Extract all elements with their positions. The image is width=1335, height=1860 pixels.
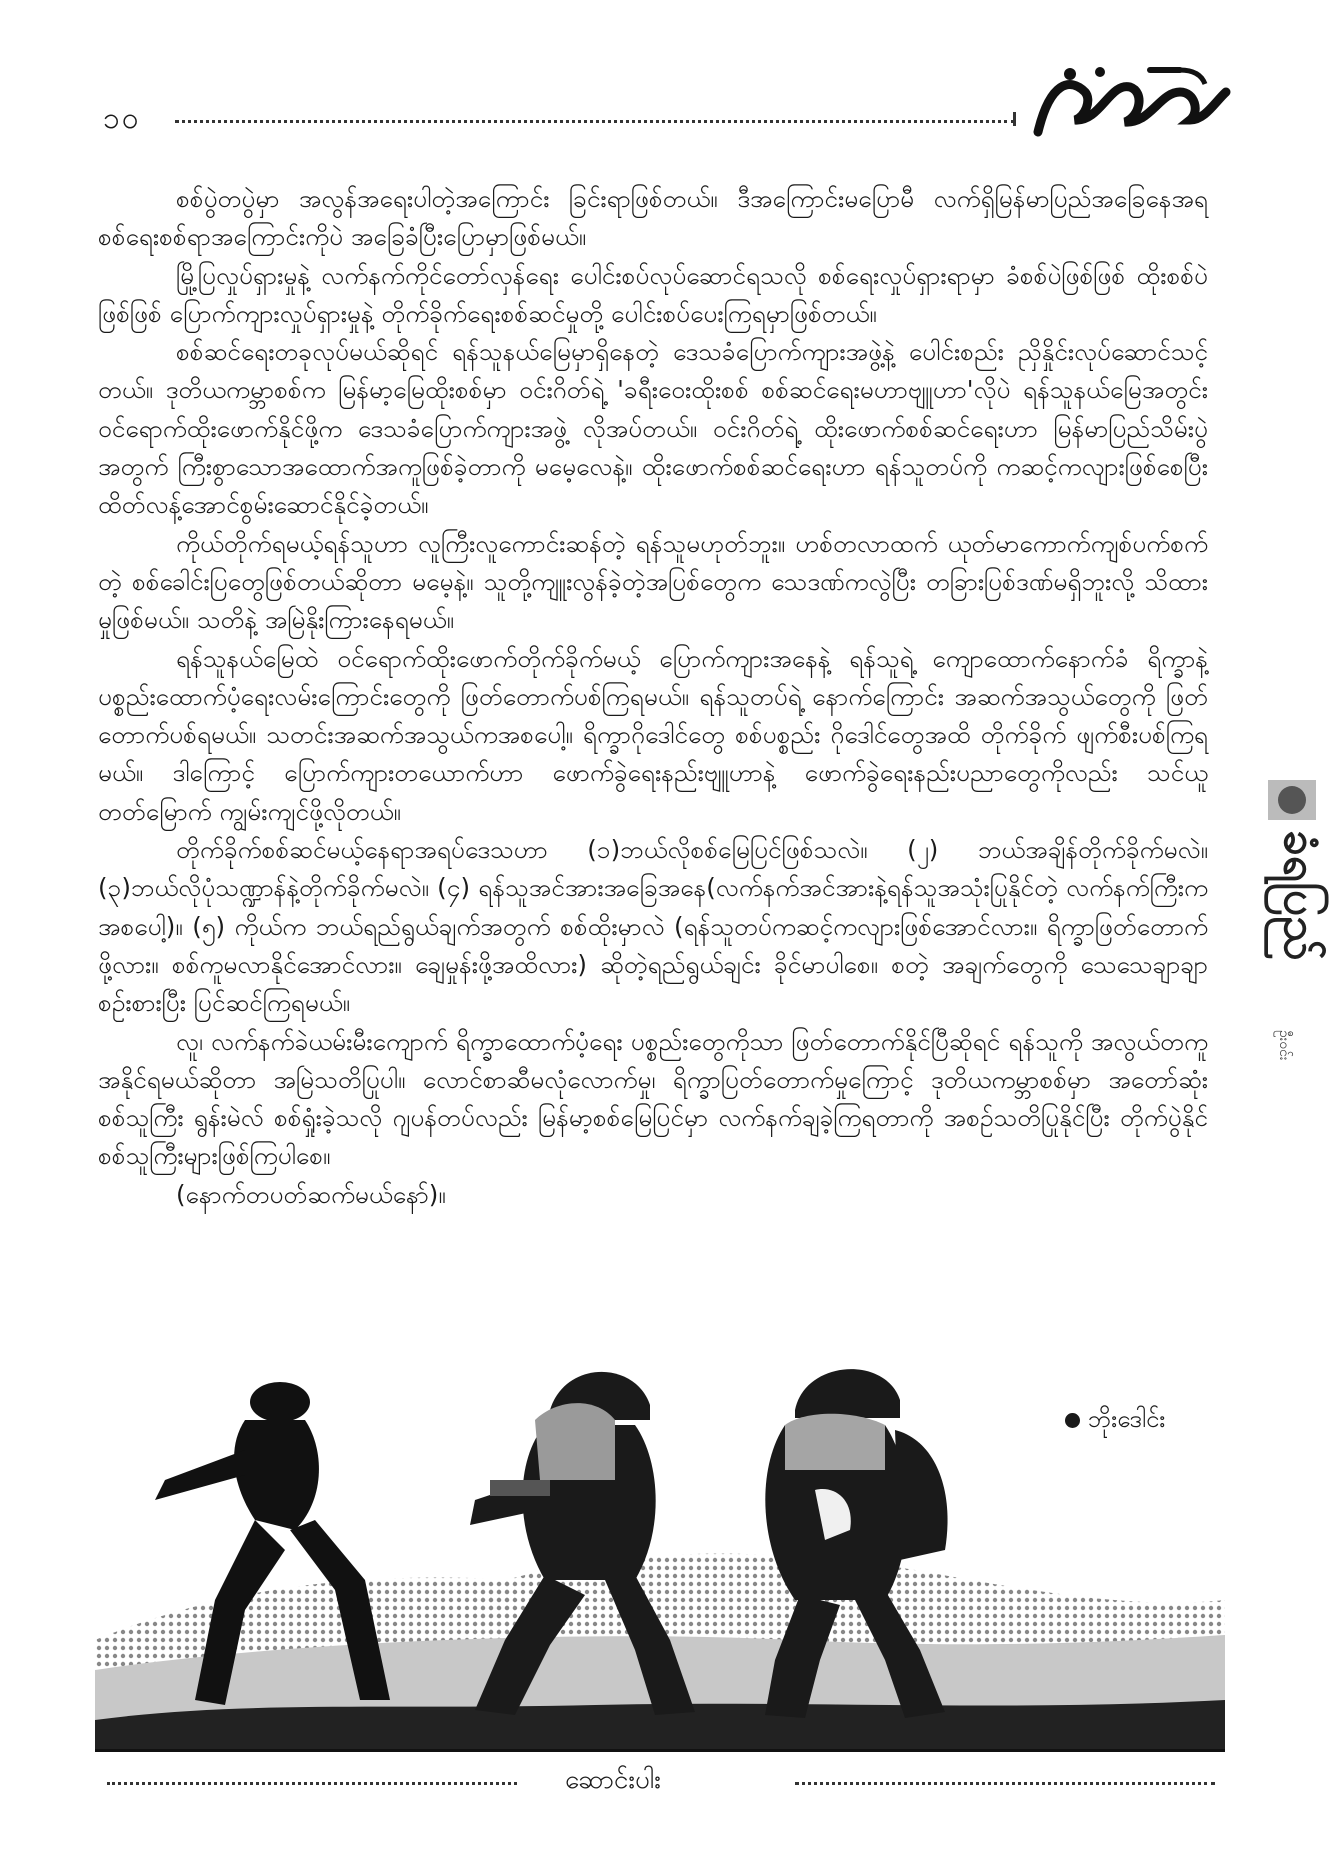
article-paragraph: တိုက်ခိုက်စစ်ဆင်မယ့်နေရာအရပ်ဒေသဟာ (၁)ဘယ်လိုစစ်မြေပြင်ဖြစ်သလဲ။ (၂) ဘယ်အချိန်တိုက်ခိုက်မလဲ။ (၃)ဘယ်လိုပုံသဏ္ဍာန်နဲ့တိုက်ခိုက်မလဲ။ (၄) ရန်သူအင်အားအခြေအနေ(လက်နက်အင်အားနဲ့ရန်သူအသုံးပြုနိုင်တဲ့ လက်နက်ကြီးကအစပေါ့)။ (၅) ကိုယ်က ဘယ်ရည်ရွယ်ချက်အတွက် စစ်ထိုးမှာလဲ (ရန်သူတပ်ကဆင့်ကလျားဖြစ်အောင်လား။ ရိက္ခာဖြတ်တောက်ဖို့လား။ စစ်ကူမလာနိုင်အောင်လား။ ချေမှုန်းဖို့အထိလား) ဆိုတဲ့ရည်ရွယ်ချင်း ခိုင်မာပါစေ။ စတဲ့ အချက်တွေကို သေသေချာချာစဉ်းစားပြီး ပြင်ဆင်ကြရမယ်။ xyxy=(98,835,1208,1018)
article-paragraph: ရန်သူနယ်မြေထဲ ဝင်ရောက်ထိုးဖောက်တိုက်ခိုက်မယ့် ပြောက်ကျားအနေနဲ့ ရန်သူရဲ့ ကျောထောက်နောက်ခံ ရိက္ခာနဲ့ ပစ္စည်းထောက်ပံ့ရေးလမ်းကြောင်းတွေကို ဖြတ်တောက်ပစ်ကြရမယ်။ ရန်သူတပ်ရဲ့ နောက်ကြောင်း အဆက်အသွယ်တွေကို ဖြတ်တောက်ပစ်ရမယ်။ သတင်းအဆက်အသွယ်ကအစပေါ့။ ရိက္ခာဂိုဒေါင်တွေ စစ်ပစ္စည်း ဂိုဒေါင်တွေအထိ တိုက်ခိုက် ဖျက်စီးပစ်ကြရမယ်။ ဒါကြောင့် ပြောက်ကျားတယောက်ဟာ ဖောက်ခွဲရေးနည်းဗျူဟာနဲ့ ဖောက်ခွဲရေးနည်းပညာတွေကိုလည်း သင်ယူတတ်မြောက် ကျွမ်းကျင်ဖို့လိုတယ်။ xyxy=(98,643,1208,826)
article-body xyxy=(98,180,1208,1214)
article-author xyxy=(1065,1403,1165,1439)
author-bullet-icon xyxy=(1065,1413,1080,1428)
article-paragraph: စစ်ပွဲတပွဲမှာ အလွန်အရေးပါတဲ့အကြောင်း ခြင်းရာဖြစ်တယ်။ ဒီအကြောင်းမပြောမီ လက်ရှိမြန်မာပြည်အခြေနေအရစစ်ရေးစစ်ရာအကြောင်းကိုပဲ အခြေခံပြီးပြောမှာဖြစ်မယ်။ xyxy=(98,184,1208,252)
page-header xyxy=(95,62,1225,142)
header-dotted-rule xyxy=(175,120,1015,123)
header-rule-end-mark xyxy=(1013,112,1016,126)
article-paragraph: ကိုယ်တိုက်ရမယ့်ရန်သူဟာ လူကြီးလူကောင်းဆန်တဲ့ ရန်သူမဟုတ်ဘူး။ ဟစ်တလာထက် ယုတ်မာကောက်ကျစ်ပက်စက်တဲ့ စစ်ခေါင်းပြတွေဖြစ်တယ်ဆိုတာ မမေ့နဲ့။ သူတို့ကျူးလွန်ခဲ့တဲ့အပြစ်တွေက သေဒဏ်ကလွဲပြီး တခြားပြစ်ဒဏ်မရှိဘူးလို့ သိထားမှုဖြစ်မယ်။ သတိနဲ့ အမြဲနိုးကြားနေရမယ်။ xyxy=(98,528,1208,635)
masthead-logo xyxy=(1030,62,1230,142)
article-continuation: (နောက်တပတ်ဆက်မယ်နော်)။ xyxy=(176,1179,446,1209)
article-paragraph: လူ၊ လက်နက်ခဲယမ်းမီးကျောက် ရိက္ခာထောက်ပံ့ရေး ပစ္စည်းတွေကိုသာ ဖြတ်တောက်နိုင်ပြီဆိုရင် ရန်သူကို အလွယ်တကူအနိုင်ရမယ်ဆိုတာ အမြဲသတိပြုပါ။ လောင်စာဆီမလုံလောက်မှု၊ ရိက္ခာပြတ်တောက်မှုကြောင့် ဒုတိယကမ္ဘာစစ်မှာ အတော်ဆုံးစစ်သူကြီး ရွန်းမဲလ် စစ်ရှုံးခဲ့သလို ဂျပန်တပ်လည်း မြန်မာ့စစ်မြေပြင်မှာ လက်နက်ချခဲ့ကြရတာကို အစဉ်သတိပြုနိုင်ပြီး တိုက်ပွဲနိုင်စစ်သူကြီးများဖြစ်ကြပါစေ။ xyxy=(98,1026,1208,1171)
masthead-text: မိုးမိုးတောင် xyxy=(1030,62,1035,63)
side-tab-subtitle: ဦးဝင်း xyxy=(1276,1030,1292,1061)
illustration-baseline xyxy=(95,1749,1225,1752)
footer-section-label: ဆောင်းပါး xyxy=(565,1765,661,1795)
side-tab-title: ခံရပြည် xyxy=(1274,830,1328,961)
soldiers-illustration xyxy=(95,1340,1225,1750)
page-number: ၁၀ xyxy=(103,101,141,136)
footer-dotted-rule-left xyxy=(107,1782,517,1785)
page-footer xyxy=(95,1762,1225,1802)
footer-dotted-rule-right xyxy=(795,1782,1215,1785)
article-paragraph: စစ်ဆင်ရေးတခုလုပ်မယ်ဆိုရင် ရန်သူနယ်မြေမှာရှိနေတဲ့ ဒေသခံပြောက်ကျားအဖွဲ့နဲ့ ပေါင်းစည်း ညှိနှိုင်းလုပ်ဆောင်သင့်တယ်။ ဒုတိယကမ္ဘာစစ်က မြန်မာ့မြေထိုးစစ်မှာ ဝင်းဂိတ်ရဲ့ 'ခရီးဝေးထိုးစစ် စစ်ဆင်ရေးမဟာဗျူဟာ'လိုပဲ ရန်သူနယ်မြေအတွင်း ဝင်ရောက်ထိုးဖောက်နိုင်ဖို့က ဒေသခံပြောက်ကျားအဖွဲ့ လိုအပ်တယ်။ ဝင်းဂိတ်ရဲ့ ထိုးဖောက်စစ်ဆင်ရေးဟာ မြန်မာပြည်သိမ်းပွဲအတွက် ကြီးစွာသောအထောက်အကူဖြစ်ခဲ့တာကို မမေ့လေနဲ့။ ထိုးဖောက်စစ်ဆင်ရေးဟာ ရန်သူတပ်ကို ကဆင့်ကလျားဖြစ်စေပြီး ထိတ်လန့်အောင်စွမ်းဆောင်နိုင်ခဲ့တယ်။ xyxy=(98,337,1208,520)
article-paragraph: မြို့ပြလှုပ်ရှားမှုနဲ့ လက်နက်ကိုင်တော်လှန်ရေး ပေါင်းစပ်လုပ်ဆောင်ရသလို စစ်ရေးလှုပ်ရှားရာမှာ ခံစစ်ပဲဖြစ်ဖြစ် ထိုးစစ်ပဲဖြစ်ဖြစ် ပြောက်ကျားလှုပ်ရှားမှုနဲ့ တိုက်ခိုက်ရေးစစ်ဆင်မှုတို့ ပေါင်းစပ်ပေးကြရမှာဖြစ်တယ်။ xyxy=(98,260,1208,328)
author-name: ဘိုးဒေါင်း xyxy=(1088,1405,1166,1433)
